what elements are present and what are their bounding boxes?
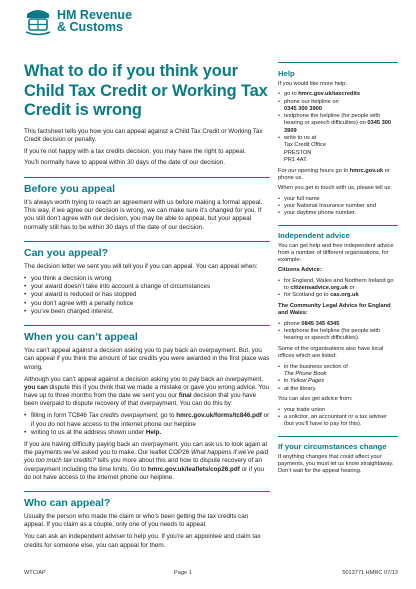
list-item: • for Scotland go to cas.org.uk xyxy=(278,292,398,299)
list-item: • your daytime phone number. xyxy=(278,210,398,217)
citizens-advice-list xyxy=(278,278,398,300)
list-item: • you’ve been charged interest. xyxy=(24,308,270,316)
help-box: Help If you would like more help: • go to hmrc.gov.uk/taxcredits • phone our helpline on 0345 300 3900 • textphone the helpline (for people with hearing or speech difficulties) on 0345 300 3909 • write to us at Tax Credit Office PRESTON PR1 4AT. For our opening hours go to hmrc.gov.uk or phone us. When you get in touch with us, please tell us: • your full name • your National Insurance number and • your daytime phone number. xyxy=(278,62,398,218)
section-can-you-appeal xyxy=(24,241,270,316)
section-text: If you are having difficulty paying back an overpayment, you can ask us to look again at the payments we’ve asked you to make. Our leaflet COP26 What happens if we’ve paid you too much tax credits? tells you more about this and how to dispute recovery of an overpayment including the time limits. Go to hmrc.gov.uk/leaflets/cop26.pdf or if you do not have access to the internet phone our helpline. xyxy=(24,440,268,481)
section-heading: Who can appeal? xyxy=(24,491,270,509)
list-item: • you don’t agree with a penalty notice xyxy=(24,300,270,308)
local-offices-list xyxy=(278,364,398,393)
list-item: • filling in form TC846 Tax credits overpayment, go to hmrc.gov.uk/forms/tc846.pdf or if you do not have access to the internet phone our helpline xyxy=(24,412,270,429)
cla-number: 0845 345 4345 xyxy=(301,320,340,327)
section-text: Although you can’t appeal against a decision asking you to pay back an overpayment, you can dispute this if you think that we made a mistake or gave you wrong advice. You have up to three months from the date we sent you our final decision that you have been overpaid to dispute recovery of that overpayment. You can do this by: xyxy=(24,375,270,408)
section-when-you-cant-appeal xyxy=(24,325,270,482)
appeal-reasons-list xyxy=(24,275,270,316)
postal-address: Tax Credit Office PRESTON PR1 4AT. xyxy=(284,142,326,163)
section-heading: Before you appeal xyxy=(24,177,270,195)
circumstances-heading: If your circumstances change xyxy=(278,441,387,451)
crest-icon xyxy=(24,6,52,36)
circumstances-box: If your circumstances change If anything changes that could affect your payments, you must let us know straightaway. Don’t wait for the appeal hearing. xyxy=(278,436,398,476)
advice-heading: Independent advice xyxy=(278,230,350,240)
section-text: You can ask an independent adviser to help you. If you’re an appointee and claim tax credits for someone else, you can appeal for them. xyxy=(24,533,261,549)
independent-advice-box: Independent advice You can get help and free independent advice from a number of different organisations, for example: Citizens Advice: • for England, Wales and Northern Ireland go to citizensadvice.org.uk or • for Scotland go to cas.org.uk The Community Legal Advice for England and Wales: • phone 0845 345 4345 • textphone the helpline (for people with hearing or speech difficulties). Some of the organisations also have local offices which are listed: • in the business section of The Phone Book • in Yellow Pages • at the library. You can also get advice from: • your trade union • a solicitor, an accountant or a tax adviser (but you’ll have to pay for this). xyxy=(278,225,398,429)
hmrc-link[interactable]: hmrc.gov.uk xyxy=(349,167,384,174)
cas-link[interactable]: cas.org.uk xyxy=(330,292,359,299)
list-item: • a solicitor, an accountant or a tax adviser (but you’ll have to pay for this). xyxy=(278,414,398,429)
cop26-link[interactable]: hmrc.gov.uk/leaflets/cop26.pdf xyxy=(147,465,240,473)
list-item: • write to us at Tax Credit Office PRESTON PR1 4AT. xyxy=(278,135,398,164)
footer-code: WTC/AP xyxy=(24,570,46,576)
list-item: • textphone the helpline (for people with hearing or speech difficulties). xyxy=(278,328,398,343)
list-item: • your trade union xyxy=(278,407,398,414)
section-before-you-appeal xyxy=(24,177,270,232)
section-text: It’s always worth trying to reach an agreement with us before making a formal appeal. This way, if we agree our decision is wrong, we can make sure it’s changed for you. If you still don’t agree with our decision, you may be able to appeal, but your appeal normally still has to be within 30 days of the date of our decision. xyxy=(24,198,263,231)
list-item: • phone 0845 345 4345 xyxy=(278,321,398,328)
list-item: • for England, Wales and Northern Ireland go to citizensadvice.org.uk or xyxy=(278,278,398,293)
intro-paragraph: This factsheet tells you how you can appeal against a Child Tax Credit or Working Tax Credit decision or penalty. xyxy=(24,127,263,143)
hmrc-logo xyxy=(24,6,132,36)
taxcredits-link[interactable]: hmrc.gov.uk/taxcredits xyxy=(298,91,361,98)
sidebar xyxy=(278,62,398,478)
footer-reference: 5013771 HMRC 07/13 xyxy=(342,570,398,576)
list-item: • go to hmrc.gov.uk/taxcredits xyxy=(278,91,398,98)
dispute-methods-list xyxy=(24,412,270,437)
page-title: What to do if you think your Child Tax Credit or Working Tax Credit is wrong xyxy=(24,62,268,119)
help-list xyxy=(278,91,398,164)
section-text: You can’t appeal against a decision asking you to pay back an overpayment. But, you can appeal if you think the amount of tax credits you were awarded in the first place was wrong. xyxy=(24,347,270,371)
section-heading: When you can’t appeal xyxy=(24,325,270,343)
list-item: • writing to us at the address shown under Help. xyxy=(24,429,270,437)
page-footer xyxy=(24,570,398,580)
list-item: • your National Insurance number and xyxy=(278,203,398,210)
tc846-link[interactable]: hmrc.gov.uk/forms/tc846.pdf xyxy=(176,412,262,420)
list-item: • phone our helpline on 0345 300 3900 xyxy=(278,99,398,114)
list-item: • in the business section of The Phone Book xyxy=(278,364,398,379)
intro-paragraph: If you’re not happy with a tax credits decision, you may have the right to appeal. xyxy=(24,147,246,155)
list-item: • your award is reduced or has stopped xyxy=(24,291,270,299)
section-heading: Can you appeal? xyxy=(24,241,270,259)
list-item: • textphone the helpline (for people with hearing or speech difficulties) on 0345 300 3909 xyxy=(278,113,398,135)
other-advice-list xyxy=(278,407,398,429)
intro-paragraph: You’ll normally have to appeal within 30 days of the date of our decision. xyxy=(24,159,226,167)
list-item: • in Yellow Pages xyxy=(278,378,398,385)
section-text: Usually the person who made the claim or who’s been getting the tax credits can appeal. If you claim as a couple, only one of you needs to appeal. xyxy=(24,513,249,529)
list-item: • your award doesn’t take into account a change of circumstances xyxy=(24,283,270,291)
section-who-can-appeal xyxy=(24,491,270,550)
list-item: • your full name xyxy=(278,196,398,203)
list-item: • you think a decision is wrong xyxy=(24,275,270,283)
helpline-number: 0345 300 3900 xyxy=(284,105,322,112)
section-text: The decision letter we sent you will tell you if you can appeal. You can appeal when: xyxy=(24,262,258,270)
list-item: • at the library. xyxy=(278,386,398,393)
org-line1: HM Revenue xyxy=(57,8,133,22)
footer-page-number: Page 1 xyxy=(174,570,192,576)
citizensadvice-link[interactable]: citizensadvice.org.uk xyxy=(290,285,348,292)
org-line2: & Customs xyxy=(57,20,123,34)
main-content xyxy=(24,62,270,553)
textphone-number: 0345 300 3909 xyxy=(284,120,392,134)
cla-list xyxy=(278,321,398,343)
help-heading: Help xyxy=(278,69,295,78)
tell-us-list xyxy=(278,196,398,218)
